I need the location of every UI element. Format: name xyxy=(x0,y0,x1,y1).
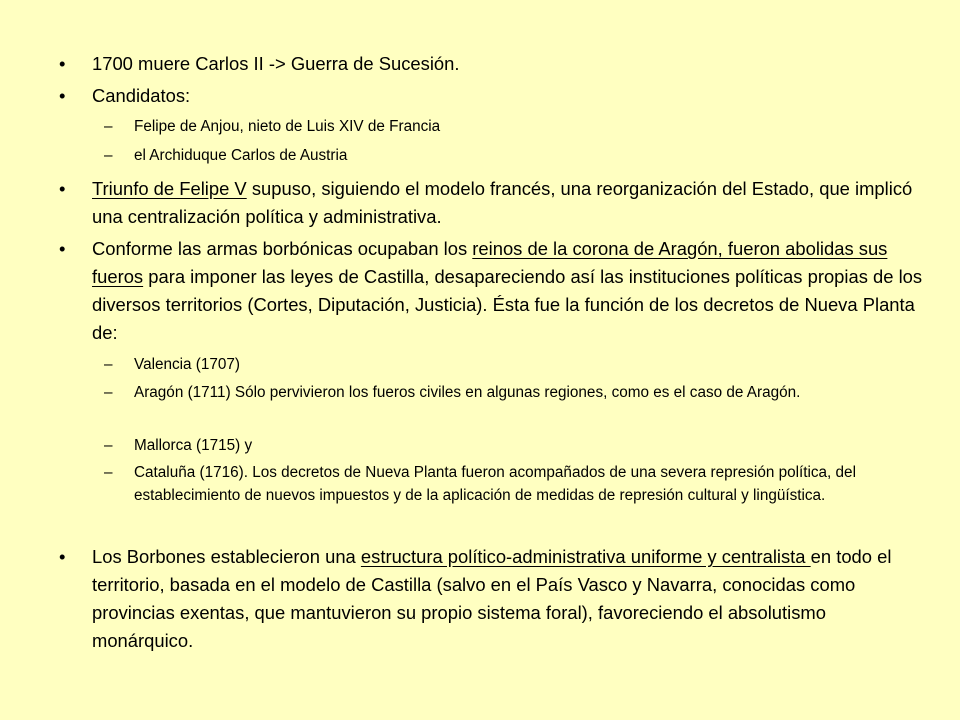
sub-bullet-cataluna xyxy=(134,461,904,507)
bullet-text: Conforme las armas borbónicas ocupaban los xyxy=(92,238,473,259)
underlined-text: reinos de la corona de Aragón, fueron abolidas sus fueros xyxy=(92,238,888,287)
underlined-text: Triunfo de Felipe V xyxy=(92,178,247,199)
sub-bullet-mallorca xyxy=(134,434,904,457)
underlined-text: estructura político-administrativa uniforme y centralista xyxy=(360,546,811,567)
sub-bullet-text: Mallorca (1715) y xyxy=(134,437,253,454)
bullet-candidatos xyxy=(92,82,932,110)
sub-bullet-text: el Archiduque Carlos de Austria xyxy=(134,147,348,164)
bullet-text: supuso, siguiendo el modelo francés, una reorganización del Estado, que implicó una centralización política y administrativa. xyxy=(92,178,913,227)
bullet-text: 1700 muere Carlos II -> Guerra de Sucesión. xyxy=(92,53,460,74)
bullet-armas-borbonicas xyxy=(92,235,932,347)
bullet-guerra-sucesion xyxy=(92,50,932,78)
sub-bullet-text: Valencia (1707) xyxy=(134,356,241,373)
sub-bullet-archiduque-carlos xyxy=(134,144,904,167)
sub-bullet-text: Felipe de Anjou, nieto de Luis XIV de Francia xyxy=(134,118,441,135)
bullet-text: Candidatos: xyxy=(92,85,191,106)
sub-bullet-felipe-anjou xyxy=(134,115,904,138)
bullet-triunfo-felipe xyxy=(92,175,932,231)
bullet-text: Los Borbones establecieron una xyxy=(92,546,361,567)
sub-bullet-valencia xyxy=(134,353,904,376)
sub-bullet-aragon xyxy=(134,381,904,404)
sub-bullet-text: Aragón (1711) Sólo pervivieron los fueros civiles en algunas regiones, como es el caso de Aragón. xyxy=(134,384,801,401)
bullet-text: para imponer las leyes de Castilla, desapareciendo así las instituciones políticas propias de los diversos territorios (Cortes, Diputación, Justicia). Ésta fue la función de los decretos de Nueva Planta de: xyxy=(92,266,923,343)
sub-bullet-text: Cataluña (1716). Los decretos de Nueva Planta fueron acompañados de una severa represión política, del establecimiento de nuevos impuestos y de la aplicación de medidas de represión cultural y lingüística. xyxy=(134,464,856,504)
bullet-borbones-estructura xyxy=(92,543,932,655)
bullet-text: en todo el territorio, basada en el modelo de Castilla (salvo en el País Vasco y Navarra, conocidas como provincias exentas, que mantuvieron su propio sistema foral), favoreciendo el absolutismo monárquico. xyxy=(92,546,892,651)
